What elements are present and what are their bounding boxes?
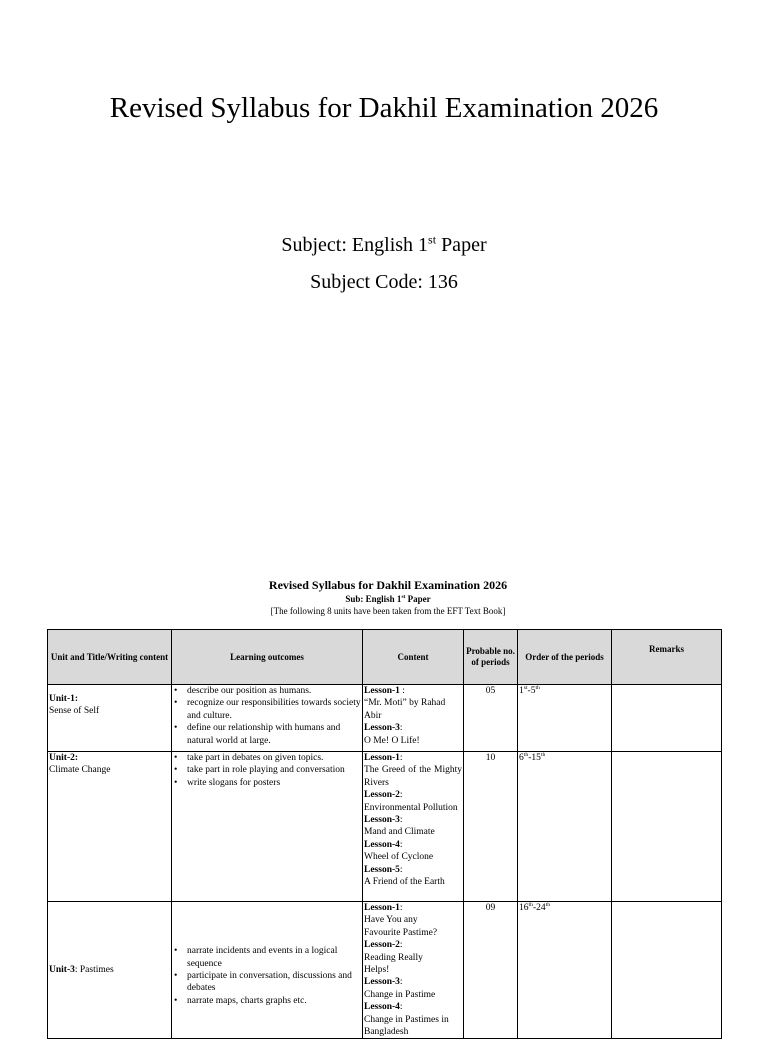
- lesson-text: A Friend of the Earth: [364, 877, 445, 888]
- lesson-sep: :: [399, 839, 403, 850]
- outcome-item: • describe our position as humans.: [187, 685, 361, 697]
- unit-title: Sense of Self: [49, 706, 100, 717]
- outcomes-cell: [172, 685, 363, 752]
- order-start-sup: th: [523, 751, 529, 758]
- order-start: 16: [519, 903, 529, 913]
- order-end: 24: [536, 903, 546, 913]
- table-row: [48, 752, 722, 902]
- lesson-label: Lesson-3: [364, 977, 400, 988]
- remarks-cell: [612, 752, 722, 902]
- lesson-text: Environmental Pollution: [364, 802, 458, 813]
- periods-cell: 05: [464, 685, 518, 752]
- header-unit: Unit and Title/Writing content: [48, 630, 172, 685]
- table-row: [48, 685, 722, 752]
- order-cell: 16th-24th: [518, 902, 612, 1039]
- lesson-sep: :: [399, 790, 403, 801]
- lesson-text: Change in Pastime: [364, 989, 436, 1000]
- order-cell: 1st-5th: [518, 685, 612, 752]
- lesson-sep: :: [399, 815, 403, 826]
- unit-title: Climate Change: [49, 765, 111, 776]
- lesson-text: Change in Pastimes in Bangladesh: [364, 1014, 449, 1038]
- lesson-sep: :: [399, 977, 403, 988]
- outcome-item: • define our relationship with humans and natural world at large.: [187, 722, 361, 747]
- table-subtitle-superscript: st: [401, 594, 406, 600]
- document-title: Revised Syllabus for Dakhil Examination 2026: [109, 92, 659, 124]
- header-periods: Probable no. of periods: [464, 630, 518, 685]
- order-end: 5: [530, 686, 536, 696]
- lesson-text: O Me! O Life!: [364, 735, 420, 746]
- lesson-label: Lesson-4: [364, 1002, 400, 1013]
- unit-number: Unit-2:: [49, 753, 79, 763]
- table-row: [48, 902, 722, 1039]
- lesson-sep: :: [399, 903, 403, 913]
- order-end: 15: [531, 753, 541, 763]
- lesson-label: Lesson-5: [364, 864, 400, 875]
- unit-cell: [48, 902, 172, 1039]
- table-header-row: [48, 630, 722, 685]
- lesson-sep: :: [399, 723, 403, 734]
- subject-text: Subject: English 1: [281, 234, 429, 256]
- table-subtitle: [0, 593, 768, 605]
- periods-cell: 09: [464, 902, 518, 1039]
- lesson-text: Mand and Climate: [364, 827, 435, 838]
- table-note: [The following 8 units have been taken from the EFT Text Book]: [270, 606, 506, 616]
- lesson-sep: :: [399, 864, 403, 875]
- header-outcomes: Learning outcomes: [172, 630, 363, 685]
- order-end-sup: th: [535, 684, 540, 691]
- lesson-label: Lesson-1: [364, 903, 400, 913]
- subject-paper: Paper: [436, 234, 487, 256]
- table-subtitle-text: Sub: English 1: [345, 594, 402, 604]
- lesson-text: Have You any Favourite Pastime?: [364, 915, 438, 938]
- outcome-item: • take part in role playing and conversation: [187, 764, 361, 776]
- outcome-item: • recognize our responsibilities towards society and culture.: [187, 697, 361, 722]
- subject-line: [0, 230, 768, 260]
- lesson-label: Lesson-4: [364, 839, 400, 850]
- lesson-text: Reading Really Helps!: [364, 952, 423, 976]
- order-start: 1: [519, 686, 524, 696]
- lesson-label: Lesson-1: [364, 686, 400, 696]
- syllabus-table: [47, 629, 722, 1039]
- header-content: Content: [363, 630, 464, 685]
- outcome-item: • write slogans for posters: [187, 777, 361, 789]
- lesson-label: Lesson-2: [364, 940, 400, 951]
- header-remarks: Remarks: [612, 630, 722, 685]
- periods-cell: 10: [464, 752, 518, 902]
- lesson-sep: :: [399, 686, 405, 696]
- order-end-sup: th: [540, 751, 546, 758]
- outcome-item: • narrate incidents and events in a logical sequence: [187, 945, 361, 970]
- lesson-label: Lesson-1: [364, 753, 400, 763]
- content-cell: [363, 685, 464, 752]
- content-cell: [363, 752, 464, 902]
- outcome-item: • narrate maps, charts graphs etc.: [187, 995, 361, 1007]
- content-cell: [363, 902, 464, 1039]
- unit-number: Unit-3: [49, 965, 75, 976]
- order-start: 6: [519, 753, 524, 763]
- outcome-item: • take part in debates on given topics.: [187, 752, 361, 764]
- outcomes-cell: [172, 752, 363, 902]
- unit-title: : Pastimes: [74, 965, 114, 976]
- remarks-cell: [612, 685, 722, 752]
- outcome-item: • participate in conversation, discussions and debates: [187, 970, 361, 995]
- remarks-cell: [612, 902, 722, 1039]
- table-subtitle-paper: Paper: [405, 594, 431, 604]
- unit-number: Unit-1:: [49, 694, 79, 704]
- outcomes-cell: [172, 902, 363, 1039]
- lesson-sep: :: [399, 940, 403, 951]
- order-start-sup: st: [523, 684, 528, 691]
- unit-cell: [48, 685, 172, 752]
- lesson-sep: :: [399, 1002, 403, 1013]
- order-end-sup: th: [545, 901, 551, 908]
- lesson-label: Lesson-3: [364, 815, 400, 826]
- table-title: Revised Syllabus for Dakhil Examination 2026: [268, 578, 508, 592]
- lesson-text: Wheel of Cyclone: [364, 852, 434, 863]
- lesson-label: Lesson-2: [364, 790, 400, 801]
- order-cell: 6th-15th: [518, 752, 612, 902]
- unit-cell: [48, 752, 172, 902]
- subject-code: Subject Code: 136: [310, 271, 458, 293]
- order-start-sup: th: [528, 901, 533, 908]
- lesson-label: Lesson-3: [364, 723, 400, 734]
- subject-superscript: st: [428, 232, 437, 247]
- lesson-sep: :: [399, 753, 403, 763]
- lesson-text: The Greed of the Mighty Rivers: [364, 765, 462, 788]
- header-order: Order of the periods: [518, 630, 612, 685]
- lesson-text: “Mr. Moti” by Rahad Abir: [364, 698, 446, 721]
